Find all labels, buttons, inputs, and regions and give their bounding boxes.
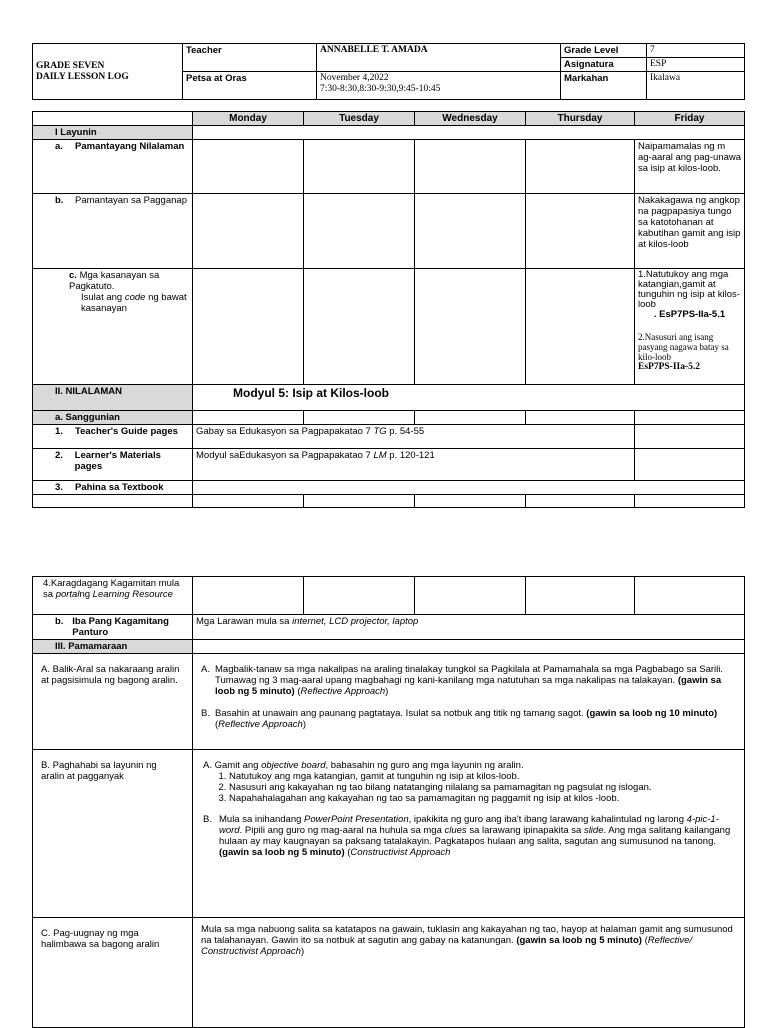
row-c-text1: Mga kasanayan sa Pagkatuto. — [69, 270, 160, 292]
A1-approach: Reflective Approach — [300, 686, 386, 697]
sang-monday — [193, 411, 304, 425]
last-thursday — [526, 495, 635, 508]
balik-aral-content — [193, 654, 745, 750]
kag-thursday — [526, 577, 635, 615]
B2-ppt: PowerPoint Presentation — [304, 814, 409, 825]
r1-number: 1. — [55, 426, 63, 437]
lesson-log-title — [33, 44, 183, 100]
r1-value-c: p. 54-55 — [386, 426, 425, 437]
A1-letter: A. — [201, 664, 210, 675]
c-thursday — [526, 269, 635, 385]
B2-c: , ipakikita ng guro ang iba't ibang larawang kahalintulad ng larong — [408, 814, 687, 825]
B1-c: , babasahin ng guro ang mga layunin ng aralin. — [325, 760, 524, 771]
textbook-blank — [193, 481, 745, 495]
c-friday-item1: 1.Natutukoy ang mga katangian,gamit at tunguhin ng isip at kilos-loob — [638, 269, 740, 310]
day-monday: Monday — [193, 112, 304, 126]
C-text: Mula sa mga nabuong salita sa katatapos na gawain, tuklasin ang kakayahan ng tao, hayop at halaman gamit ang sumusunod na talahanayan. Gawin ito sa notbuk at sagutin ang gabay na katanungan. — [201, 924, 733, 946]
day-wednesday: Wednesday — [415, 112, 526, 126]
pamantayang-nilalaman-label — [33, 140, 193, 194]
c-friday-item2: 2.Nasusuri ang isang pasyang nagawa batay sa kilo-loob — [638, 332, 729, 362]
A2-letter: B. — [201, 708, 210, 719]
pag-uugnay-content: Mula sa mga nabuong salita sa katatapos na gawain, tuklasin ang kakayahan ng tao, hayop at halaman gamit ang sumusunod na talahanayan. Gawin ito sa notbuk at sagutin ang gabay na katanungan. (gawin sa loob ng 5 minuto) (Reflective/ Constructivist Approach) — [193, 918, 745, 1028]
teacher-label: Teacher — [183, 44, 317, 72]
r2-value-a: Modyul saEdukasyon sa Pagpapakatao 7 — [196, 450, 374, 461]
B2-time: (gawin sa loob ng 5 minuto) — [219, 847, 345, 858]
A2-time: (gawin sa loob ng 10 minuto) — [586, 708, 718, 719]
day-thursday: Thursday — [526, 112, 635, 126]
teachers-guide-value — [193, 425, 635, 449]
kag-tuesday — [304, 577, 415, 615]
iba-value-a: Mga Larawan mula sa — [196, 616, 293, 627]
sang-friday — [635, 411, 745, 425]
B2-approach: Constructivist Approach — [350, 847, 451, 858]
last-monday — [193, 495, 304, 508]
B2-e: . Pipili ang guro ng mag-aaral na huhula sa mga — [239, 825, 445, 836]
row-b-number: b. — [55, 195, 64, 206]
nilalaman-heading: II. NILALAMAN — [33, 385, 193, 411]
A2-approach: Reflective Approach — [218, 719, 303, 730]
r1-text: Teacher's Guide pages — [75, 426, 178, 437]
date-label: Petsa at Oras — [183, 72, 317, 100]
A2-content: Basahin at unawain ang paunang pagtataya. Isulat sa notbuk ang titik ng tamang sagot. (gawin sa loob ng 10 minuto) (Reflective Approach) — [215, 708, 718, 730]
layunin-heading: I Layunin — [33, 126, 193, 140]
objective-item: 2. Nasusuri ang kakayahan ng tao bilang natatanging nilalang sa pamamagitan ng pagsulat ng islogan. — [229, 782, 736, 793]
r2-value-lm: LM — [373, 450, 387, 461]
learners-materials-value — [193, 449, 635, 481]
textbook-label — [33, 481, 193, 495]
row-c-text2c: ng bawat kasanayan — [81, 292, 187, 314]
iba-number: b. — [55, 616, 64, 627]
r3-number: 3. — [55, 482, 63, 493]
c-monday — [193, 269, 304, 385]
pamamaraan-blank — [193, 640, 745, 654]
kag-monday — [193, 577, 304, 615]
paghahabi-label: B. Paghahabi sa layunin ng aralin at pagganyak — [33, 750, 193, 918]
kag-c: ng — [79, 589, 93, 600]
row-b-text: Pamantayan sa Pagganap — [75, 195, 187, 206]
sanggunian-heading: a. Sanggunian — [33, 411, 193, 425]
iba-value-b: internet, LCD projector, laptop — [292, 616, 419, 627]
a-monday — [193, 140, 304, 194]
A1-time: (gawin sa loob ng 5 minuto) — [215, 675, 722, 697]
subject-value: ESP — [647, 58, 745, 72]
last-row-label — [33, 495, 193, 508]
objective-item: 3. Napahahalagahan ang kakayahan ng tao sa pamamagitan ng paggamit ng isip at kilos -loob. — [229, 793, 736, 804]
sang-wednesday — [415, 411, 526, 425]
kag-portal: portal — [55, 589, 80, 600]
date-value-line2: 7:30-8:30,8:30-9:30,9:45-10:45 — [320, 84, 441, 94]
r1-value-tg: TG — [373, 426, 387, 437]
lesson-table-part1 — [32, 111, 745, 508]
day-friday: Friday — [635, 112, 745, 126]
kasanayan-label — [33, 269, 193, 385]
b-tuesday — [304, 194, 415, 269]
b-friday: Nakakagawa ng angkop na pagpapasiya tungo sa katotohanan at kabutihan gamit ang isip at kilos-loob — [635, 194, 745, 269]
B2-slide: slide — [583, 825, 604, 836]
C-approach: Reflective/ Constructivist Approach — [201, 935, 693, 957]
title-line2: DAILY LESSON LOG — [36, 71, 129, 82]
grade-level-label: Grade Level — [561, 44, 647, 58]
objective-item: 1. Natutukoy ang mga katangian, gamit at tunguhin ng isip at kilos-loob. — [229, 771, 736, 782]
day-tuesday: Tuesday — [304, 112, 415, 126]
learners-materials-label — [33, 449, 193, 481]
r3-text: Pahina sa Textbook — [75, 482, 164, 493]
B2-a: Mula sa inihandang — [219, 814, 305, 825]
iba-pang-kagamitan-value — [193, 615, 745, 640]
c-friday — [635, 269, 745, 385]
r2-value-c: p. 120-121 — [386, 450, 435, 461]
iba-pang-kagamitan-label — [33, 615, 193, 640]
row-c-number: c. — [69, 270, 77, 281]
row-a-number: a. — [55, 141, 63, 152]
last-friday — [635, 495, 745, 508]
pamamaraan-heading: III. Pamamaraan — [33, 640, 193, 654]
r2-number: 2. — [55, 450, 63, 461]
date-value — [317, 72, 561, 100]
modyul-title: Modyul 5: Isip at Kilos-loob — [193, 385, 745, 411]
kag-friday — [635, 577, 745, 615]
a-wednesday — [415, 140, 526, 194]
B2-4pic: 4-pic-1-word — [219, 814, 719, 836]
a-thursday — [526, 140, 635, 194]
kag-a: 4.Karagdagang Kagamitan mula sa — [43, 578, 180, 600]
days-header-blank — [33, 112, 193, 126]
B1-line — [203, 760, 736, 771]
balik-aral-label: A. Balik-Aral sa nakaraang aralin at pagsisimula ng bagong aralin. — [33, 654, 193, 750]
B1-a: A. Gamit ang — [203, 760, 262, 771]
pamantayan-sa-pagganap-label — [33, 194, 193, 269]
B1-objective-board: objective board — [261, 760, 326, 771]
last-wednesday — [415, 495, 526, 508]
A1-content: Magbalik-tanaw sa mga nakalipas na araling tinalakay tungkol sa Pagkilala at Pamamahala sa mga Pagbabago sa Sarili. Tumawag ng 3 mag-aaral upang magbahagi ng kani-kanilang mga natutuhan sa mga nakalipas na talakayan. (gawin sa loob ng 5 minuto) (Reflective Approach) — [215, 664, 724, 697]
r2-friday — [635, 449, 745, 481]
sang-tuesday — [304, 411, 415, 425]
grade-level-value: 7 — [647, 44, 745, 58]
c-wednesday — [415, 269, 526, 385]
a-tuesday — [304, 140, 415, 194]
karagdagang-kagamitan-label — [33, 577, 193, 615]
quarter-label: Markahan — [561, 72, 647, 100]
c-friday-code1: . EsP7PS-IIa-5.1 — [653, 309, 726, 320]
B2-content: Mula sa inihandang PowerPoint Presentation, ipakikita ng guro ang iba't ibang larawang kahalintulad ng larong 4-pic-1-word. Pipili ang guro ng mag-aaral na huhula sa mga clues sa larawang ipinapakita sa slide. Ang mga salitang kailangang hulaan ay may kaugnayan sa paksang tatalakayin. Pagkatapos hulaan ang salita, sagutan ang sumusunod na tanong. (gawin sa loob ng 5 minuto) (Constructivist Approach — [219, 814, 731, 858]
r2-text: Learner's Materials pages — [74, 450, 161, 472]
teacher-value: ANNABELLE T. AMADA — [317, 44, 561, 72]
layunin-blank — [193, 126, 745, 140]
b-monday — [193, 194, 304, 269]
objectives-list — [203, 771, 736, 804]
r1-value-a: Gabay sa Edukasyon sa Pagpapakatao 7 — [196, 426, 374, 437]
C-time: (gawin sa loob ng 5 minuto) — [516, 935, 642, 946]
c-friday-code2: EsP7PS-IIa-5.2 — [638, 362, 701, 372]
a-friday: Naipamamalas ng m ag-aaral ang pag-unawa sa isip at kilos-loob. — [635, 140, 745, 194]
pag-uugnay-label: C. Pag-uugnay ng mga halimbawa sa bagong aralin — [33, 918, 193, 1028]
row-a-text: Pamantayang Nilalaman — [75, 141, 185, 152]
c-tuesday — [304, 269, 415, 385]
subject-label: Asignatura — [561, 58, 647, 72]
B2-clues: clues — [444, 825, 467, 836]
iba-text: Iba Pang Kagamitang Panturo — [72, 616, 169, 638]
row-c-code-word: code — [124, 292, 146, 303]
kag-wednesday — [415, 577, 526, 615]
sang-thursday — [526, 411, 635, 425]
r1-friday — [635, 425, 745, 449]
row-c-text2a: Isulat ang — [81, 292, 125, 303]
lesson-table-part2 — [32, 576, 745, 1028]
b-wednesday — [415, 194, 526, 269]
last-tuesday — [304, 495, 415, 508]
teachers-guide-label — [33, 425, 193, 449]
paghahabi-content — [193, 750, 745, 918]
A1-text: Magbalik-tanaw sa mga nakalipas na araling tinalakay tungkol sa Pagkilala at Pamamahala sa mga Pagbabago sa Sarili. Tumawag ng 3 mag-aaral upang magbahagi ng kani-kanilang mga natutuhan sa mga nakalipas na talakayan. — [215, 664, 724, 686]
kag-learning-resource: Learning Resource — [92, 589, 173, 600]
B2-letter: B. — [203, 814, 212, 825]
A2-text: Basahin at unawain ang paunang pagtataya. Isulat sa notbuk ang titik ng tamang sagot. — [215, 708, 587, 719]
B2-g: sa larawang ipinapakita sa — [466, 825, 584, 836]
header-table — [32, 43, 745, 100]
date-value-line1: November 4,2022 — [320, 73, 389, 83]
title-line1: GRADE SEVEN — [36, 60, 105, 71]
B2-i: . Ang mga salitang kailangang hulaan ay may kaugnayan sa paksang tatalakayin. Pagkatapos hulaan ang salita, sagutan ang sumusunod na tanong. — [219, 825, 731, 847]
quarter-value: Ikalawa — [647, 72, 745, 100]
b-thursday — [526, 194, 635, 269]
